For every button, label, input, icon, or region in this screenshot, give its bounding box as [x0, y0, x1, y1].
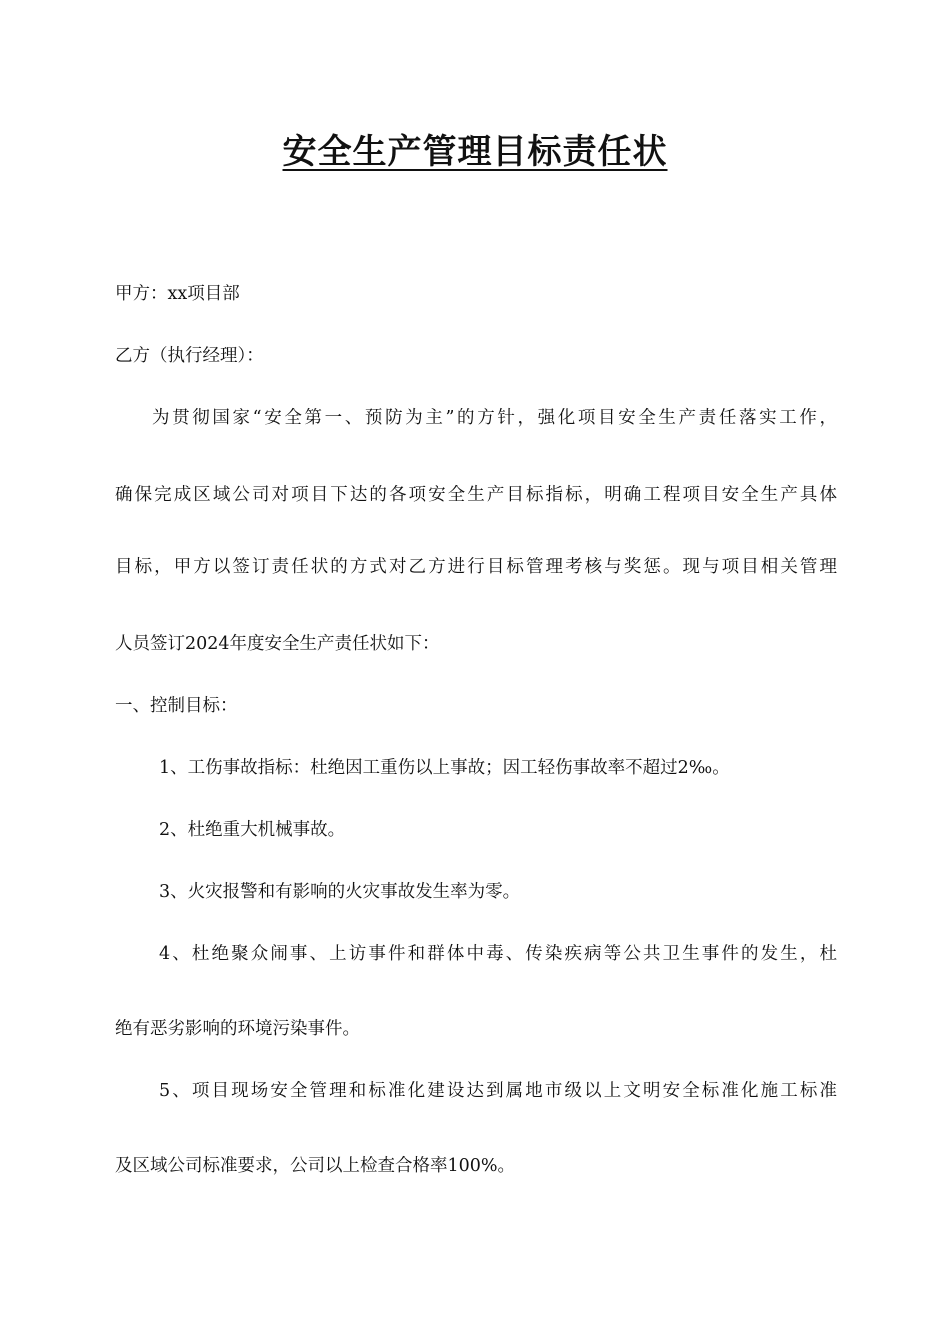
intro-line-1: 为贯彻国家“安全第一、预防为主”的方针，强化项目安全生产责任落实工作， — [152, 408, 837, 428]
intro-line-4: 人员签订2024年度安全生产责任状如下： — [115, 634, 440, 654]
target-item-1: 1、工伤事故指标：杜绝因工重伤以上事故；因工轻伤事故率不超过2‰。 — [159, 758, 730, 778]
target-item-4-line-2: 绝有恶劣影响的环境污染事件。 — [115, 1019, 360, 1039]
target-item-4-line-1: 4、杜绝聚众闹事、上访事件和群体中毒、传染疾病等公共卫生事件的发生，杜 — [159, 944, 837, 964]
target-item-5-line-2: 及区域公司标准要求，公司以上检查合格率100%。 — [115, 1156, 516, 1176]
party-b-line: 乙方（执行经理）： — [115, 346, 264, 366]
party-a-line: 甲方：xx项目部 — [115, 284, 240, 304]
target-item-3: 3、火灾报警和有影响的火灾事故发生率为零。 — [159, 882, 521, 902]
document-title: 安全生产管理目标责任状 — [282, 132, 668, 172]
target-item-2: 2、杜绝重大机械事故。 — [159, 820, 346, 840]
target-item-5-line-1: 5、项目现场安全管理和标准化建设达到属地市级以上文明安全标准化施工标准 — [159, 1081, 837, 1101]
intro-line-3: 目标，甲方以签订责任状的方式对乙方进行目标管理考核与奖惩。现与项目相关管理 — [115, 557, 837, 577]
section-heading: 一、控制目标： — [115, 696, 238, 716]
intro-line-2: 确保完成区域公司对项目下达的各项安全生产目标指标，明确工程项目安全生产具体 — [115, 485, 837, 505]
